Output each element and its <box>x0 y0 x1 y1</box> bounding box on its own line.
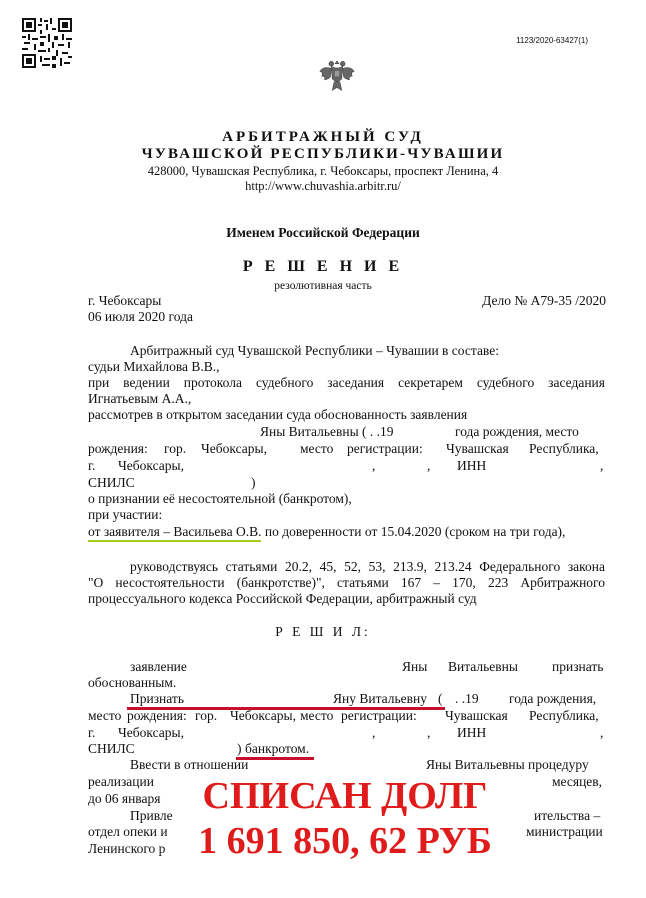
body-word: ИНН <box>457 458 487 473</box>
court-name-line2: ЧУВАШСКОЙ РЕСПУБЛИКИ-ЧУВАШИИ <box>141 146 505 162</box>
decision-word: место <box>88 708 122 723</box>
decision-word: реализации <box>88 774 154 789</box>
decision-word: , <box>427 725 431 740</box>
case-number: Дело № А79-35 /2020 <box>482 293 606 308</box>
decision-word: министрации <box>526 824 603 839</box>
decision-date: 06 июля 2020 года <box>88 309 193 324</box>
bankrupt-word: банкротом. <box>245 741 310 756</box>
decision-word: Чебоксары, <box>118 725 184 740</box>
body-word: ) <box>251 475 256 490</box>
decision-word: . .19 <box>455 691 479 706</box>
decision-word: регистрации: <box>341 708 417 723</box>
decision-word: до 06 января <box>88 791 161 806</box>
body-line: Арбитражный суд Чувашской Республики – Чувашии в составе: <box>130 343 499 358</box>
body-word: , <box>427 458 431 473</box>
decision-word: года рождения, <box>509 691 597 706</box>
body-line: "О несостоятельности (банкротстве)", статьями 167 – 170, 223 Арбитражного <box>88 575 605 590</box>
decision-word: Витальевны <box>448 659 518 674</box>
body-line: при участии: <box>88 507 163 522</box>
body-line: года рождения, место <box>455 424 579 439</box>
qr-code <box>22 18 72 68</box>
highlighted-applicant: от заявителя – Васильева О.В. <box>88 524 261 542</box>
decision-word: Яну Витальевну <box>333 691 427 706</box>
decision-word: заявление <box>130 659 187 674</box>
decision-word: место <box>300 708 334 723</box>
body-line: судьи Михайлова В.В., <box>88 359 220 374</box>
decision-word: ) <box>237 741 242 756</box>
body-line: Яны Витальевны ( . .19 <box>260 424 394 439</box>
document-subtitle: резолютивная часть <box>274 280 372 292</box>
decision-word: Яны <box>402 659 428 674</box>
decision-word: СНИЛС <box>88 741 135 756</box>
body-word: Чебоксары, <box>201 441 267 456</box>
body-line: рассмотрев в открытом заседании суда обоснованность заявления <box>88 407 468 422</box>
body-word: г. <box>88 458 96 473</box>
body-word: рождения: <box>88 441 148 456</box>
decision-word: Яны Витальевны процедуру <box>426 757 589 772</box>
coat-of-arms-icon <box>318 57 356 97</box>
court-website: http://www.chuvashia.arbitr.ru/ <box>245 179 401 193</box>
applicant-line <box>88 524 565 540</box>
body-word: Чувашская <box>446 441 509 456</box>
decision-word: рождения: <box>127 708 187 723</box>
decision-word: Чувашская <box>445 708 508 723</box>
body-line: при ведении протокола судебного заседания секретарем судебного заседания <box>88 375 605 390</box>
decision-word: месяцев, <box>552 774 603 789</box>
decision-word: Ввести в отношении <box>130 757 249 772</box>
case-code: 1123/2020-63427(1) <box>516 36 588 45</box>
in-the-name-heading: Именем Российской Федерации <box>226 225 420 240</box>
decision-word: Признать <box>130 691 184 706</box>
body-line: Игнатьевым А.А., <box>88 391 192 406</box>
decision-word: признать <box>552 659 604 674</box>
decision-word: гор. <box>195 708 218 723</box>
document-title: Р Е Ш Е Н И Е <box>242 258 404 275</box>
decision-word: ( <box>438 691 443 706</box>
decision-word: Республика, <box>529 708 599 723</box>
decision-word: ИНН <box>457 725 487 740</box>
city: г. Чебоксары <box>88 293 162 308</box>
debt-amount-stamp: 1 691 850, 62 РУБ <box>198 820 492 862</box>
decision-word: Чебоксары, <box>230 708 296 723</box>
decision-word: ительства – <box>534 808 601 823</box>
decision-word: , <box>372 725 376 740</box>
court-name-line1: АРБИТРАЖНЫЙ СУД <box>222 129 424 145</box>
body-word: место <box>300 441 334 456</box>
decision-word: Привле <box>130 808 173 823</box>
debt-written-off-stamp: СПИСАН ДОЛГ <box>202 775 488 817</box>
decision-word: обоснованным. <box>88 675 177 690</box>
decision-word: отдел опеки и <box>88 824 168 839</box>
body-word: гор. <box>164 441 187 456</box>
body-word: , <box>372 458 376 473</box>
decision-word: г. <box>88 725 96 740</box>
decision-word: , <box>600 725 604 740</box>
body-word: СНИЛС <box>88 475 135 490</box>
body-text: по доверенности от 15.04.2020 (сроком на три года), <box>261 524 566 539</box>
body-word: регистрации: <box>347 441 423 456</box>
body-word: , <box>600 458 604 473</box>
body-line: о признании её несостоятельной (банкротом), <box>88 491 352 506</box>
body-line: процессуального кодекса Российской Федерации, арбитражный суд <box>88 591 477 606</box>
body-line: руководствуясь статьями 20.2, 45, 52, 53, 213.9, 213.24 Федерального закона <box>130 559 605 574</box>
decided-heading: Р Е Ш И Л: <box>275 624 371 639</box>
body-word: Республика, <box>529 441 599 456</box>
court-address: 428000, Чувашская Республика, г. Чебоксары, проспект Ленина, 4 <box>147 164 499 178</box>
decision-word: Ленинского р <box>88 841 166 856</box>
body-word: Чебоксары, <box>118 458 184 473</box>
